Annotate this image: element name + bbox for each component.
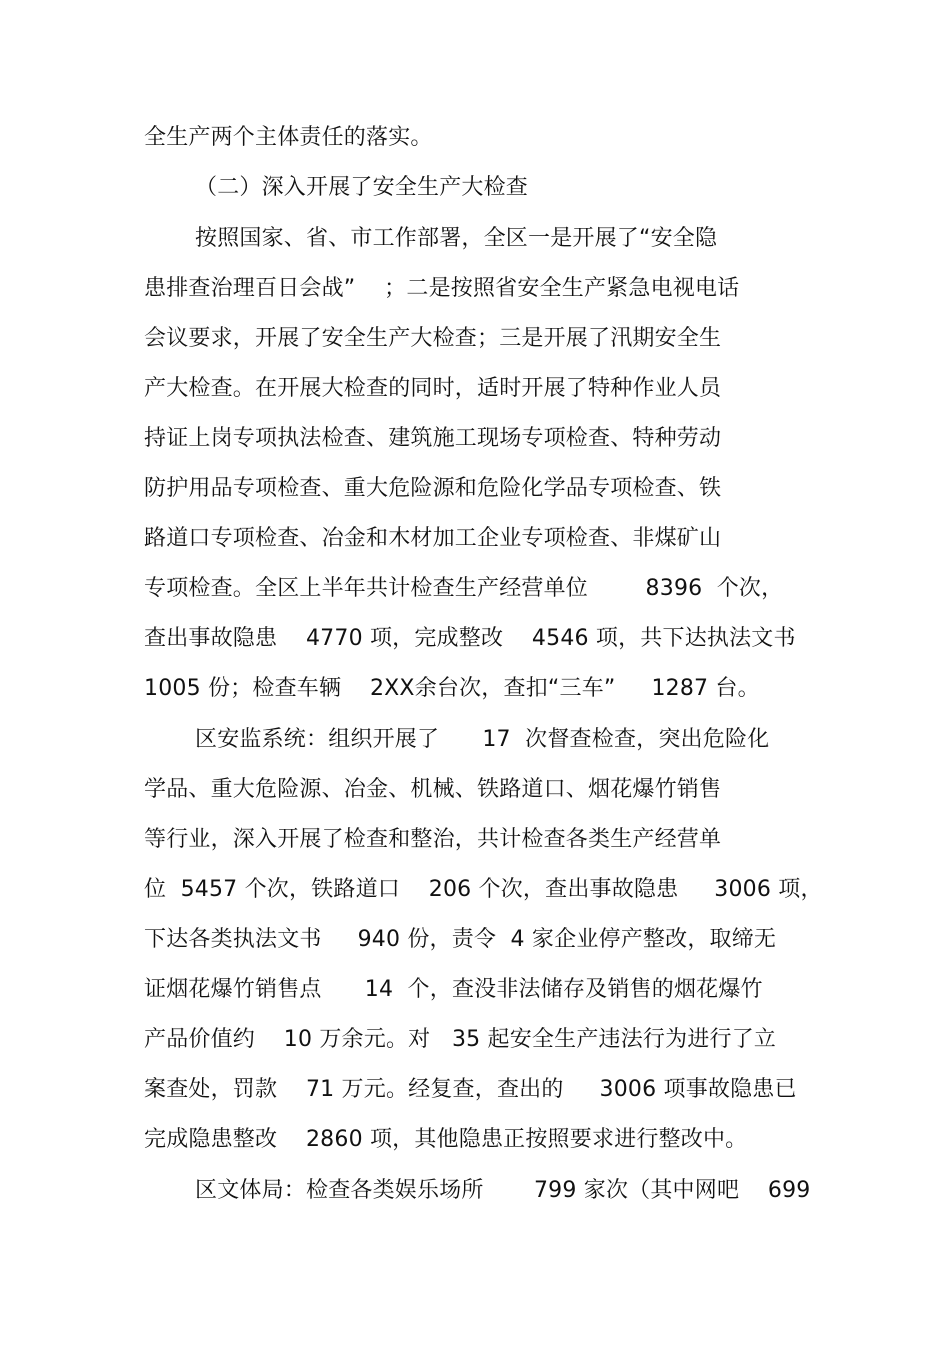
text-line-15: 等行业，深入开展了检查和整治，共计检查各类生产经营单 <box>144 827 722 852</box>
text-line-18: 证烟花爆竹销售点 14 个，查没非法储存及销售的烟花爆竹 <box>144 977 763 1002</box>
text-line-22: 区文体局：检查各类娱乐场所 799 家次（其中网吧 699 <box>195 1178 811 1203</box>
text-line-16: 位 5457 个次，铁路道口 206 个次，查出事故隐患 3006 项， <box>144 877 823 902</box>
text-line-13: 区安监系统：组织开展了 17 次督查检查，突出危险化 <box>195 727 770 752</box>
text-line-6: 产大检查。在开展大检查的同时，适时开展了特种作业人员 <box>144 376 722 401</box>
text-line-9: 路道口专项检查、冶金和木材加工企业专项检查、非煤矿山 <box>144 526 722 551</box>
text-line-7: 持证上岗专项执法检查、建筑施工现场专项检查、特种劳动 <box>144 426 722 451</box>
text-line-1: 全生产两个主体责任的落实。 <box>144 125 433 150</box>
text-line-21: 完成隐患整改 2860 项，其他隐患正按照要求进行整改中。 <box>144 1127 748 1152</box>
text-line-20: 案查处，罚款 71 万元。经复查，查出的 3006 项事故隐患已 <box>144 1077 797 1102</box>
section-heading: （二）深入开展了安全生产大检查 <box>195 175 529 200</box>
text-line-8: 防护用品专项检查、重大危险源和危险化学品专项检查、铁 <box>144 476 722 501</box>
text-line-4: 患排查治理百日会战” ；二是按照省安全生产紧急电视电话 <box>144 276 740 301</box>
text-line-19: 产品价值约 10 万余元。对 35 起安全生产违法行为进行了立 <box>144 1027 777 1052</box>
text-line-3: 按照国家、省、市工作部署，全区一是开展了“安全隐 <box>195 226 718 251</box>
text-line-14: 学品、重大危险源、冶金、机械、铁路道口、烟花爆竹销售 <box>144 777 722 802</box>
text-line-5: 会议要求，开展了安全生产大检查；三是开展了汛期安全生 <box>144 326 722 351</box>
text-line-11: 查出事故隐患 4770 项，完成整改 4546 项，共下达执法文书 <box>144 626 796 651</box>
text-line-10: 专项检查。全区上半年共计检查生产经营单位 8396 个次， <box>144 576 784 601</box>
text-line-12: 1005 份；检查车辆 2XX余台次，查扣“三车” 1287 台。 <box>144 676 760 701</box>
text-line-17: 下达各类执法文书 940 份，责令 4 家企业停产整改，取缔无 <box>144 927 777 952</box>
